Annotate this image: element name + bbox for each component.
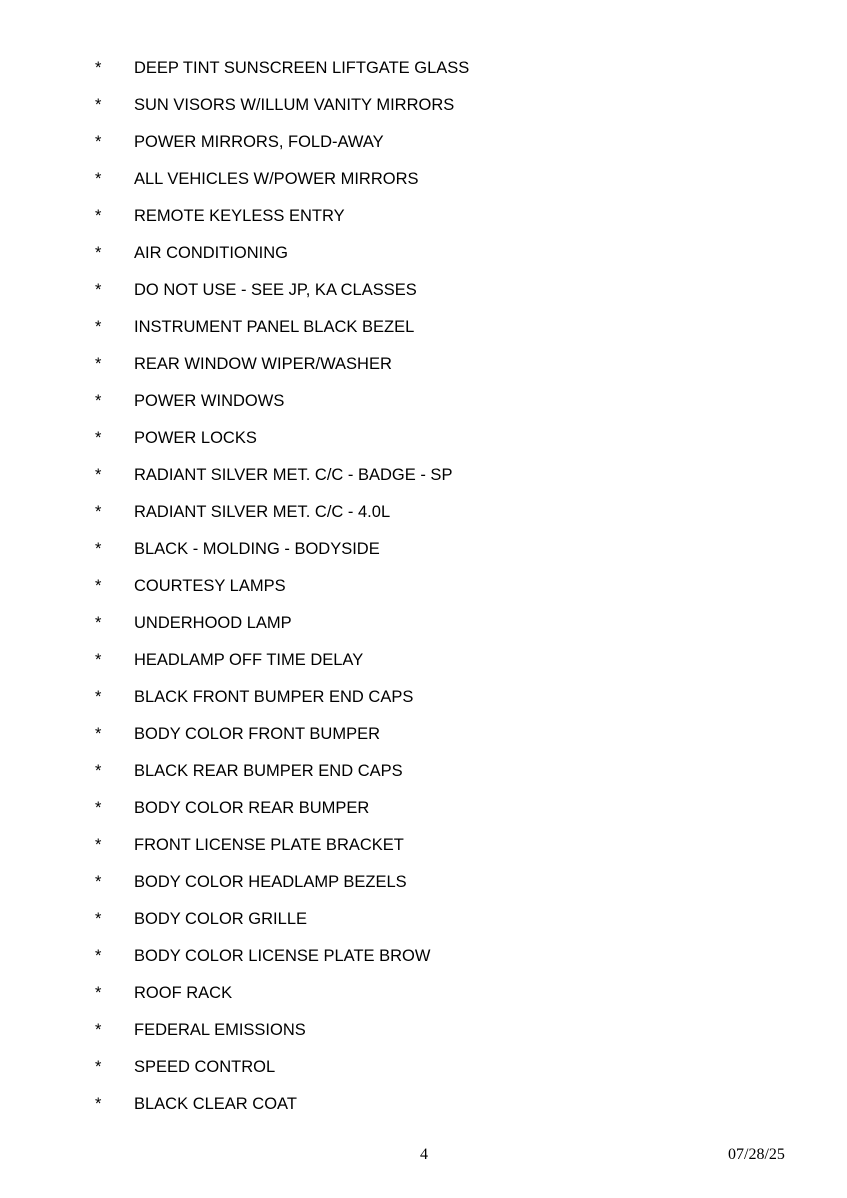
list-item bbox=[0, 870, 847, 907]
bullet-marker: * bbox=[95, 503, 102, 521]
list-item bbox=[0, 537, 847, 574]
bullet-marker: * bbox=[95, 281, 102, 299]
item-text: FRONT LICENSE PLATE BRACKET bbox=[134, 836, 404, 854]
list-item bbox=[0, 648, 847, 685]
item-text: AIR CONDITIONING bbox=[134, 244, 289, 262]
item-text: BODY COLOR HEADLAMP BEZELS bbox=[134, 873, 407, 891]
bullet-marker: * bbox=[95, 725, 102, 743]
list-item bbox=[0, 759, 847, 796]
item-text: SPEED CONTROL bbox=[134, 1058, 276, 1076]
bullet-marker: * bbox=[95, 170, 102, 188]
bullet-marker: * bbox=[95, 133, 102, 151]
item-text: BODY COLOR GRILLE bbox=[134, 910, 308, 928]
bullet-marker: * bbox=[95, 318, 102, 336]
item-text: UNDERHOOD LAMP bbox=[134, 614, 292, 632]
item-text: BLACK REAR BUMPER END CAPS bbox=[134, 762, 403, 780]
feature-list bbox=[0, 56, 847, 1129]
list-item bbox=[0, 241, 847, 278]
list-item bbox=[0, 611, 847, 648]
bullet-marker: * bbox=[95, 836, 102, 854]
list-item bbox=[0, 1018, 847, 1055]
bullet-marker: * bbox=[95, 392, 102, 410]
list-item bbox=[0, 1055, 847, 1092]
list-item bbox=[0, 352, 847, 389]
item-text: RADIANT SILVER MET. C/C - BADGE - SP bbox=[134, 466, 453, 484]
bullet-marker: * bbox=[95, 651, 102, 669]
bullet-marker: * bbox=[95, 429, 102, 447]
bullet-marker: * bbox=[95, 96, 102, 114]
item-text: BODY COLOR LICENSE PLATE BROW bbox=[134, 947, 431, 965]
list-item bbox=[0, 907, 847, 944]
item-text: POWER WINDOWS bbox=[134, 392, 285, 410]
item-text: COURTESY LAMPS bbox=[134, 577, 286, 595]
list-item bbox=[0, 315, 847, 352]
list-item bbox=[0, 981, 847, 1018]
footer-date: 07/28/25 bbox=[728, 1146, 785, 1163]
item-text: HEADLAMP OFF TIME DELAY bbox=[134, 651, 364, 669]
item-text: SUN VISORS W/ILLUM VANITY MIRRORS bbox=[134, 96, 455, 114]
bullet-marker: * bbox=[95, 207, 102, 225]
list-item bbox=[0, 130, 847, 167]
item-text: REMOTE KEYLESS ENTRY bbox=[134, 207, 345, 225]
list-item bbox=[0, 833, 847, 870]
list-item bbox=[0, 463, 847, 500]
bullet-marker: * bbox=[95, 910, 102, 928]
bullet-marker: * bbox=[95, 947, 102, 965]
list-item bbox=[0, 944, 847, 981]
item-text: ALL VEHICLES W/POWER MIRRORS bbox=[134, 170, 419, 188]
item-text: BODY COLOR REAR BUMPER bbox=[134, 799, 370, 817]
bullet-marker: * bbox=[95, 688, 102, 706]
item-text: DO NOT USE - SEE JP, KA CLASSES bbox=[134, 281, 417, 299]
bullet-marker: * bbox=[95, 984, 102, 1002]
list-item bbox=[0, 167, 847, 204]
bullet-marker: * bbox=[95, 1095, 102, 1113]
list-item bbox=[0, 278, 847, 315]
list-item bbox=[0, 204, 847, 241]
bullet-marker: * bbox=[95, 244, 102, 262]
item-text: BLACK CLEAR COAT bbox=[134, 1095, 297, 1113]
item-text: REAR WINDOW WIPER/WASHER bbox=[134, 355, 392, 373]
list-item bbox=[0, 796, 847, 833]
bullet-marker: * bbox=[95, 614, 102, 632]
item-text: BLACK FRONT BUMPER END CAPS bbox=[134, 688, 414, 706]
item-text: FEDERAL EMISSIONS bbox=[134, 1021, 306, 1039]
list-item bbox=[0, 574, 847, 611]
bullet-marker: * bbox=[95, 577, 102, 595]
list-item bbox=[0, 1092, 847, 1129]
list-item bbox=[0, 685, 847, 722]
bullet-marker: * bbox=[95, 799, 102, 817]
list-item bbox=[0, 56, 847, 93]
list-item bbox=[0, 722, 847, 759]
bullet-marker: * bbox=[95, 355, 102, 373]
list-item bbox=[0, 426, 847, 463]
list-item bbox=[0, 93, 847, 130]
bullet-marker: * bbox=[95, 59, 102, 77]
list-item bbox=[0, 389, 847, 426]
list-item bbox=[0, 500, 847, 537]
bullet-marker: * bbox=[95, 1058, 102, 1076]
item-text: ROOF RACK bbox=[134, 984, 233, 1002]
bullet-marker: * bbox=[95, 762, 102, 780]
page-number: 4 bbox=[420, 1146, 428, 1163]
item-text: BLACK - MOLDING - BODYSIDE bbox=[134, 540, 380, 558]
item-text: INSTRUMENT PANEL BLACK BEZEL bbox=[134, 318, 415, 336]
item-text: POWER LOCKS bbox=[134, 429, 257, 447]
item-text: BODY COLOR FRONT BUMPER bbox=[134, 725, 381, 743]
bullet-marker: * bbox=[95, 540, 102, 558]
item-text: DEEP TINT SUNSCREEN LIFTGATE GLASS bbox=[134, 59, 470, 77]
bullet-marker: * bbox=[95, 466, 102, 484]
bullet-marker: * bbox=[95, 873, 102, 891]
bullet-marker: * bbox=[95, 1021, 102, 1039]
item-text: POWER MIRRORS, FOLD-AWAY bbox=[134, 133, 384, 151]
item-text: RADIANT SILVER MET. C/C - 4.0L bbox=[134, 503, 391, 521]
